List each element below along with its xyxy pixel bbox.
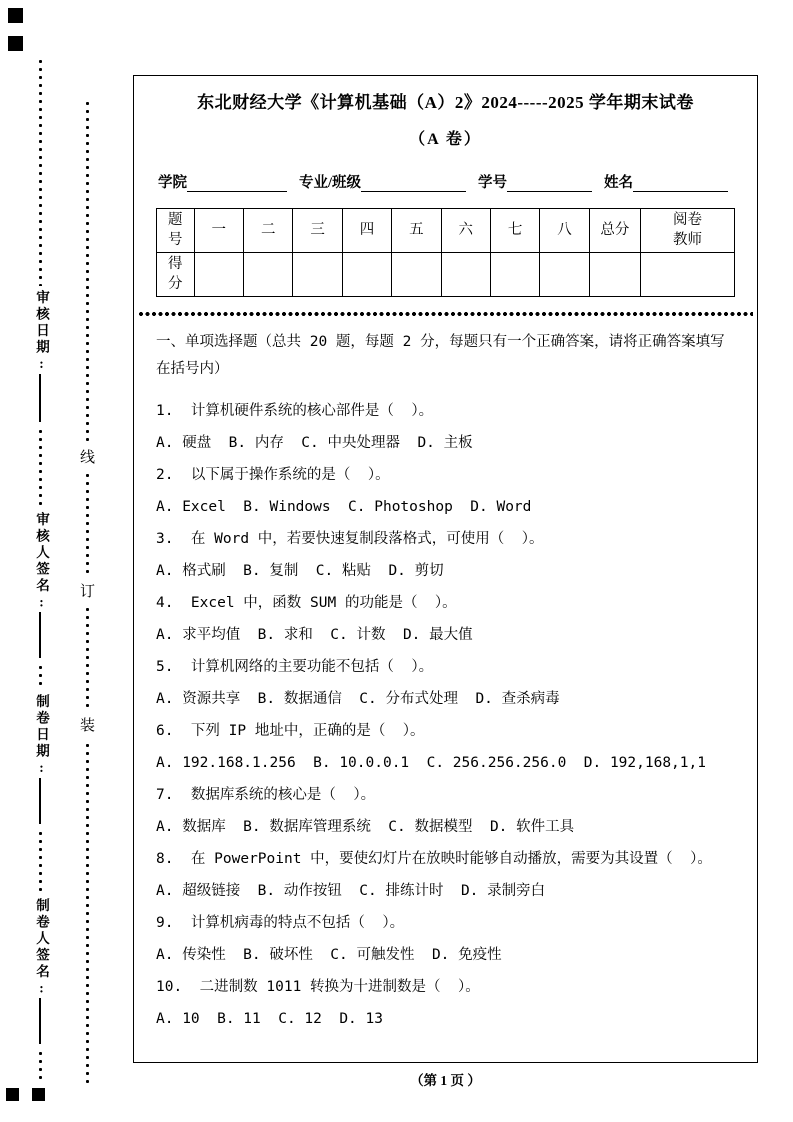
score-cell	[392, 253, 441, 297]
score-label-cell	[157, 253, 195, 297]
binding-dotted-line	[85, 606, 90, 710]
col-section-6: 六	[441, 209, 490, 253]
score-cell	[293, 253, 342, 297]
student-info-row	[156, 171, 735, 192]
score-cell	[342, 253, 391, 297]
exam-sheet	[133, 75, 758, 1063]
question-7-options: A. 数据库 B. 数据库管理系统 C. 数据模型 D. 软件工具	[156, 819, 575, 835]
paper-made-date-label: 制卷日期:	[34, 694, 49, 778]
name-blank	[633, 173, 728, 192]
blank-line	[39, 778, 41, 824]
score-cell	[441, 253, 490, 297]
dotted-line	[38, 1050, 43, 1084]
question-5-options: A. 资源共享 B. 数据通信 C. 分布式处理 D. 查杀病毒	[156, 691, 560, 707]
score-cell	[641, 253, 735, 297]
question-number-cell	[157, 209, 195, 253]
col-section-5: 五	[392, 209, 441, 253]
registration-mark	[8, 8, 23, 23]
blank-line	[39, 998, 41, 1044]
score-row	[157, 253, 735, 297]
score-cell	[589, 253, 640, 297]
score-cell	[194, 253, 243, 297]
score-cell	[540, 253, 589, 297]
question-2: 2. 以下属于操作系统的是（ ）。	[156, 467, 390, 483]
binding-char-mount: 装	[80, 718, 96, 734]
question-2-options: A. Excel B. Windows C. Photoshop D. Word	[156, 499, 532, 515]
registration-mark	[8, 36, 23, 51]
question-list	[156, 395, 735, 1035]
question-10: 10. 二进制数 1011 转换为十进制数是（ ）。	[156, 979, 480, 995]
registration-mark	[32, 1088, 45, 1101]
question-8-options: A. 超级链接 B. 动作按钮 C. 排练计时 D. 录制旁白	[156, 883, 546, 899]
blank-line	[39, 374, 41, 422]
college-label: 学院	[158, 175, 187, 191]
col-section-3: 三	[293, 209, 342, 253]
dotted-line	[38, 664, 43, 690]
col-total: 总分	[589, 209, 640, 253]
question-6-options: A. 192.168.1.256 B. 10.0.0.1 C. 256.256.256.0 D. 192,168,1,1	[156, 755, 706, 771]
registration-mark	[6, 1088, 19, 1101]
review-date-label: 审核日期:	[34, 290, 49, 374]
student-id-blank	[507, 173, 592, 192]
page-number: （第 1 页 ）	[410, 1073, 481, 1088]
question-4: 4. Excel 中，函数 SUM 的功能是（ ）。	[156, 595, 457, 611]
binding-dotted-line	[85, 472, 90, 576]
binding-dotted-line	[85, 100, 90, 442]
col-section-4: 四	[342, 209, 391, 253]
score-table	[156, 208, 735, 297]
question-7: 7. 数据库系统的核心是（ ）。	[156, 787, 376, 803]
grader-cell	[641, 209, 735, 253]
question-9: 9. 计算机病毒的特点不包括（ ）。	[156, 915, 405, 931]
col-section-1: 一	[194, 209, 243, 253]
question-8: 8. 在 PowerPoint 中，要使幻灯片在放映时能够自动播放，需要为其设置（ ）。	[156, 851, 712, 867]
section-heading: 一、单项选择题（总共 20 题，每题 2 分，每题只有一个正确答案，请将正确答案填写在括号内）	[156, 334, 725, 377]
question-3: 3. 在 Word 中，若要快速复制段落格式，可使用（ ）。	[156, 531, 544, 547]
grader-label: 阅卷教师	[673, 211, 703, 248]
blank-line	[39, 612, 41, 658]
paper-maker-signature-label: 制卷人签名:	[34, 898, 49, 999]
score-cell	[490, 253, 539, 297]
question-number-label: 题号	[168, 211, 183, 248]
score-label: 得分	[168, 255, 183, 292]
binding-char-line: 线	[80, 450, 96, 466]
col-section-7: 七	[490, 209, 539, 253]
dotted-separator	[138, 311, 753, 317]
name-label: 姓名	[604, 175, 634, 191]
question-5: 5. 计算机网络的主要功能不包括（ ）。	[156, 659, 434, 675]
question-1: 1. 计算机硬件系统的核心部件是（ ）。	[156, 403, 434, 419]
binding-dotted-line	[85, 742, 90, 1086]
score-table-header-row	[157, 209, 735, 253]
col-section-2: 二	[244, 209, 293, 253]
dotted-line	[38, 428, 43, 508]
question-1-options: A. 硬盘 B. 内存 C. 中央处理器 D. 主板	[156, 435, 473, 451]
dotted-line	[38, 830, 43, 894]
col-section-8: 八	[540, 209, 589, 253]
question-3-options: A. 格式刷 B. 复制 C. 粘贴 D. 剪切	[156, 563, 444, 579]
question-6: 6. 下列 IP 地址中，正确的是（ ）。	[156, 723, 425, 739]
exam-subtitle: （A 卷）	[409, 131, 482, 148]
question-10-options: A. 10 B. 11 C. 12 D. 13	[156, 1011, 383, 1027]
binding-char-staple: 订	[80, 584, 96, 600]
exam-title: 东北财经大学《计算机基础（A）2》2024-----2025 学年期末试卷	[197, 93, 694, 112]
college-blank	[187, 173, 287, 192]
question-4-options: A. 求平均值 B. 求和 C. 计数 D. 最大值	[156, 627, 473, 643]
student-id-label: 学号	[478, 175, 508, 191]
major-blank	[361, 173, 466, 192]
major-label: 专业/班级	[299, 175, 362, 191]
score-cell	[244, 253, 293, 297]
dotted-line	[38, 58, 43, 286]
question-9-options: A. 传染性 B. 破坏性 C. 可触发性 D. 免疫性	[156, 947, 502, 963]
reviewer-signature-label: 审核人签名:	[34, 512, 49, 613]
